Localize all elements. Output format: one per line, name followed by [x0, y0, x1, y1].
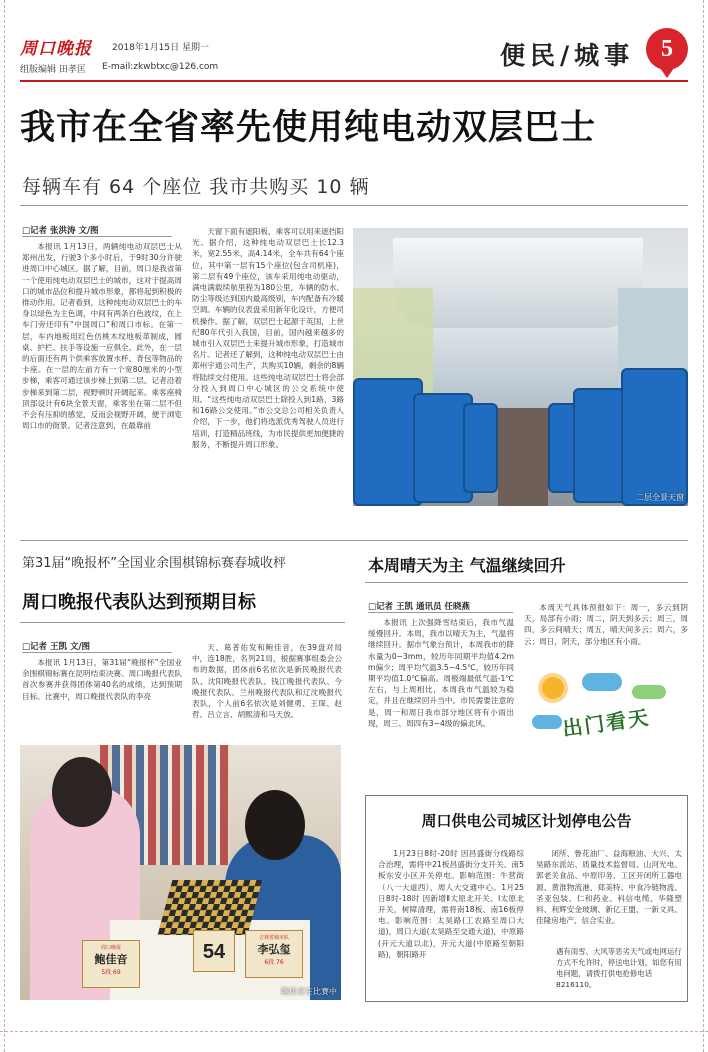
newspaper-logo: 周口晚报 [20, 39, 92, 59]
bus-article-col2 [192, 226, 344, 531]
notice-text-1: 1月23日8时-20时 因昌盛街分线路综合治理，需将中21板昌盛街分支开关、南5板东安小区开关停电。影响范围：牛营街（八一大道西）、周人大交通中心。1月25日8时-18时 因新增Ⅱ太原北开关、Ⅰ太原北开关，树障清理，需将南18板、南16板停电。影响范围：太昊路(工农路至周口大道)，周口大道(太昊路至交通大道)，中原路(开元大道以北)，开元大道(中原路至朝阳路)，朝阳路开 [378, 849, 524, 959]
page-header [20, 30, 688, 78]
cloud-icon [532, 715, 562, 729]
nameplate-team: 周口晚报 [100, 945, 121, 951]
weather-byline-rule [368, 612, 513, 613]
bottom-cut-border [0, 1031, 708, 1032]
chess-article-text-2: 天、葛普佑发和鲍佳音，在39盘对局中，连18胜，名列21局，根据赛事组委会公布的数据，团体前6名依次是新民晚报代表队、沈阳晚报代表队、钱江晚报代表队、今晚报代表队、兰州晚报代表队和辽沈晚报代表队，个人前6名依次是刘健勇、王琛、赵哲、吕立言、胡熙清和马天放。 [192, 643, 342, 720]
player-nameplate-right [245, 930, 303, 978]
chess-byline: □记者 王凯 文/图 [22, 642, 91, 652]
section-title: 便民/城事 [500, 41, 635, 70]
chess-kicker: 第31届“晚报杯”全国业余围棋锦标赛春城收枰 [22, 556, 287, 571]
notice-footnote: 遇有雨雪、大风等恶劣天气或电网运行方式不允许时，停送电计划，如您有用电问题，请拨打供电抢修电话8216110。 [556, 947, 682, 989]
header-rule [20, 80, 688, 82]
player-right-head [245, 790, 305, 860]
weather-illustration [522, 665, 688, 753]
bus-article-text-2: 天窗下面有遮阳板，乘客可以用来遮挡阳光。据介绍，这种纯电动双层巴士长12.3米，宽2.55米，高4.14米，全车共有64个座位，其中第一层有15个座位(包含司机座)，第二层有49个座位，该车采用纯电动驱动，满电满载续航里程为180公里，车辆的防水、防尘等级达到国内最高级别，车内配备有冷暖空调。车辆的仪表盘采用新年化设计，方便司机操作。据了解，双层巴士起源于英国，上世纪80年代引入我国，目前，国内越来越多的城市引入双层巴士来提升城市形象，打造城市名片。记者还了解到，这种纯电动双层巴士由郑州宇通公司生产，共购买10辆，剩余的8辆将陆续交付使用。这些纯电动双层巴士将会部分投入到周口中心城区的公交系统中使用。“这些纯电动双层巴士除投入到1路、3路和16路公交使用。”市公交总公司相关负责人介绍，下一步，他们将选派优秀驾驶人员进行培训，打造精品班线，为市民提供更加便捷的服务，不断提升周口形象。 [192, 227, 344, 449]
chess-head-rule [20, 622, 345, 623]
subhead-rule [20, 205, 688, 206]
bus-byline: □记者 张洪涛 文/图 [22, 226, 99, 236]
chess-byline-rule [22, 652, 172, 653]
chess-match-photo [20, 745, 341, 1000]
section-divider [20, 540, 688, 541]
notice-col1 [378, 848, 524, 998]
go-board [158, 880, 263, 935]
bus-seat [621, 368, 688, 506]
weather-headline: 本周晴天为主 气温继续回升 [368, 556, 566, 575]
bus-aisle [498, 408, 548, 506]
bus-photo-caption: 二层全景天窗 [636, 493, 684, 502]
bus-byline-rule [22, 236, 172, 237]
chess-article-col2 [192, 642, 342, 739]
notice-title: 周口供电公司城区计划停电公告 [421, 812, 632, 830]
bus-article-col1 [22, 241, 182, 531]
chess-headline: 周口晚报代表队达到预期目标 [22, 592, 256, 613]
bus-article-text-1: 本报讯 1月13日，两辆纯电动双层巴士从郑州出发，行驶3个多小时后，于9时30分许驶进周口中心城区。据了解，目前，周口是我省第一个使用纯电动双层巴士的城市，这对于提高周口的城市品位和提升城市形象，都将起到积极的推动作用。记者看到，这种纯电动双层巴士的车身以绿色为主色调，中间有两条白色波纹，在上车门旁还印有“中国周口”和周口市标。在第一层，车内地板用红色仿桃木纹地板革制成，圆桌、护栏、扶手等设施一应俱全。此外，在一层的后面还有两个供乘客放置水杯、背包等物品的卡座。在一层的左前方有一个宽80厘米的小型步梯，乘客可通过该步梯上到第二层。记者沿着步梯来到第二层，视野顿时开阔起来。乘客座椅顶部设计有6块全景天窗，乘客坐在第二层不但不会有压抑的感觉，反而会视野开阔，便于浏览周口市的街景。记者注意到，在最靠前 [22, 242, 182, 431]
nameplate-player: 鲍佳音 [94, 953, 128, 966]
nameplate-player: 李弘玺 [257, 943, 291, 956]
weather-article-text-2: 本周天气具体预报如下：周一，多云到阴天，局部有小雨；周二，阴天到多云；周三，周四，多云间晴天；周五，晴天间多云；周六，多云；周日，阴天，部分地区有小雨。 [524, 603, 688, 646]
main-headline: 我市在全省率先使用纯电动双层巴士 [20, 107, 597, 148]
weather-article-col2 [524, 602, 688, 662]
rain-cloud-icon [582, 673, 622, 691]
cloud-icon [632, 685, 666, 699]
nameplate-rank: 6段 76 [264, 959, 284, 966]
main-subhead: 每辆车有 64 个座位 我市共购买 10 辆 [22, 176, 370, 198]
weather-article-text-1: 本报讯 上次强降雪结束后，我市气温缓慢回升。本周，我市以晴天为主，气温将继续回升。据市气象台预计，本周我市的降水量为0~3mm，较历年同期平均值4.2mm偏少；周平均气温3.5~4.5℃，较历年同期平均值1.0℃偏高。周极端最低气温-1℃左右，与上周相比，本周我市气温较为稳定，并且在继续回升当中。市民需要注意的是，周一和周日我市部分地区将有小雨出现，周三、周四有3~4级的偏北风。 [368, 618, 514, 728]
nameplate-team: 吉林省城市队 [258, 935, 289, 941]
right-cut-border [703, 0, 704, 1052]
weather-art-text: 出门看天 [560, 704, 652, 741]
player-nameplate-left [82, 940, 140, 988]
bus-interior-photo [353, 228, 688, 506]
chess-photo-caption: 鲍佳音在比赛中 [281, 987, 337, 996]
bus-seat [463, 403, 498, 493]
sun-icon [542, 677, 564, 699]
player-left-head [52, 757, 112, 827]
chess-article-text-1: 本报讯 1月13日，第31届“晚报杯”全国业余围棋锦标赛在昆明结束决赛。周口晚报代表队首次参赛并获得团体第40名的成绩，达到预期目标。比赛中，周口晚报代表队的李亮 [22, 658, 182, 701]
chess-article-col1 [22, 657, 182, 739]
weather-article-col1 [368, 617, 514, 785]
bus-seat [573, 388, 628, 503]
editor-email: E-mail:zkwbtxc@126.com [102, 62, 219, 72]
layout-editor: 组版编辑 田孝匡 [20, 65, 86, 75]
nameplate-rank: 5段 69 [101, 969, 121, 976]
score-card: 54 [193, 930, 235, 972]
notice-text-2: 闭所、鲁花油厂、益海粮油、大兴、太昊路东派站、质量技术监督局、山河光电、郭老关食品、中原印务、工区开闭所工器电源、黄淮物流港、郑美特、中食冷链物流、圣亚包装、仁和药业、科信电缆、华隆塑料、利辉安金玻璃、新亿王盟、一新文具、佳隆房地产、信合实业。 [536, 849, 682, 926]
power-outage-notice [365, 795, 688, 1002]
page-number-badge: 5 [646, 28, 688, 70]
notice-col2 [536, 848, 682, 943]
weather-byline: □记者 王凯 通讯员 任晓燕 [368, 602, 470, 612]
weather-head-rule [365, 582, 688, 583]
issue-date: 2018年1月15日 星期一 [112, 43, 209, 53]
left-cut-border [4, 0, 5, 1052]
